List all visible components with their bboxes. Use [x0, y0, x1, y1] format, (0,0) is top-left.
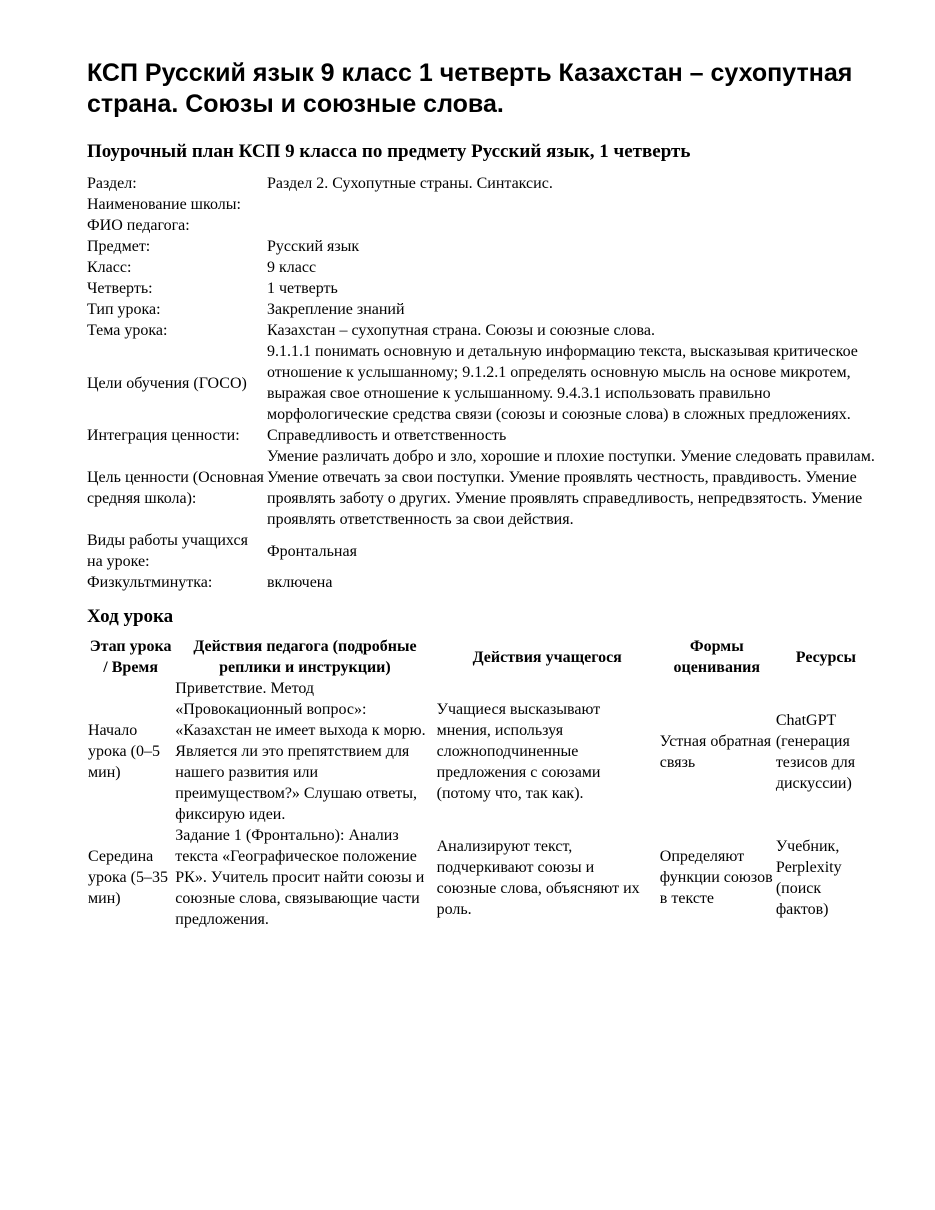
cell-resources: ChatGPT (генерация тезисов для дискуссии)	[775, 711, 856, 792]
lesson-info-table	[87, 173, 887, 593]
table-row	[87, 678, 877, 825]
info-label: Цель ценности (Основная средняя школа):	[87, 469, 264, 507]
info-label: Физкультминутка:	[87, 574, 213, 591]
course-header-row	[87, 636, 877, 678]
info-label: Тип урока:	[87, 301, 161, 318]
info-value: Русский язык	[267, 238, 360, 255]
info-value: Фронтальная	[267, 542, 357, 560]
info-row	[87, 173, 887, 194]
info-row	[87, 341, 887, 425]
info-row	[87, 278, 887, 299]
info-row	[87, 530, 887, 572]
document-title: КСП Русский язык 9 класс 1 четверть Казахстан – сухопутная страна. Союзы и союзные слова.	[87, 59, 853, 118]
info-row	[87, 236, 887, 257]
cell-teacher: Задание 1 (Фронтально): Анализ текста «Географическое положение РК». Учитель просит найти союзы и союзные слова, связывающие части предложения.	[175, 827, 425, 928]
plan-subtitle: Поурочный план КСП 9 класса по предмету Русский язык, 1 четверть	[87, 141, 691, 162]
info-value	[267, 215, 887, 236]
info-row	[87, 572, 887, 593]
course-heading: Ход урока	[87, 606, 174, 627]
cell-assessment: Определяют функции союзов в тексте	[659, 848, 773, 907]
info-label: Виды работы учащихся на уроке:	[87, 532, 248, 570]
cell-teacher: Приветствие. Метод «Провокационный вопрос»: «Казахстан не имеет выхода к морю. Является ли это препятствием для нашего развития или преимуществом?» Слушаю ответы, фиксирую идеи.	[175, 680, 426, 823]
info-value: Раздел 2. Сухопутные страны. Синтаксис.	[267, 175, 553, 192]
info-row	[87, 320, 887, 341]
info-label: Четверть:	[87, 280, 153, 297]
header-teacher: Действия педагога (подробные реплики и инструкции)	[193, 638, 417, 676]
cell-resources: Учебник, Perplexity (поиск фактов)	[775, 837, 842, 918]
info-label: Цели обучения (ГОСО)	[87, 374, 247, 392]
info-label: Класс:	[87, 259, 132, 276]
header-stage: Этап урока / Время	[89, 638, 172, 676]
info-row	[87, 215, 887, 236]
info-label: ФИО педагога:	[87, 217, 190, 234]
course-table	[87, 636, 877, 930]
info-row	[87, 446, 887, 530]
document-page	[87, 58, 887, 930]
cell-student: Анализируют текст, подчеркивают союзы и союзные слова, объясняют их роль.	[436, 837, 640, 918]
info-label: Раздел:	[87, 175, 137, 192]
info-value: включена	[267, 574, 333, 591]
info-row	[87, 425, 887, 446]
info-row	[87, 194, 887, 215]
info-label: Наименование школы:	[87, 196, 241, 213]
cell-student: Учащиеся высказывают мнения, используя сложноподчиненные предложения с союзами (потому что, так как).	[436, 701, 601, 802]
info-value	[267, 194, 887, 215]
info-value: Закрепление знаний	[267, 301, 405, 318]
info-label: Интеграция ценности:	[87, 427, 240, 444]
info-value: 9.1.1.1 понимать основную и детальную информацию текста, высказывая критическое отношение к услышанному; 9.1.2.1 определять основную мысль на основе микротем, выражая свое отношение к услышанному. 9.4.3.1 использовать правильно морфологические средства связи (союзы и союзные слова) в сложных предложениях.	[267, 343, 858, 423]
cell-stage: Начало урока (0–5 мин)	[88, 722, 160, 781]
header-assessment: Формы оценивания	[673, 638, 761, 676]
table-row	[87, 825, 877, 930]
info-row	[87, 257, 887, 278]
info-value: Казахстан – сухопутная страна. Союзы и союзные слова.	[267, 322, 655, 339]
info-value: Справедливость и ответственность	[267, 427, 507, 444]
cell-assessment: Устная обратная связь	[659, 732, 772, 771]
info-value: Умение различать добро и зло, хорошие и плохие поступки. Умение следовать правилам. Умение отвечать за свои поступки. Умение проявлять честность, правдивость. Умение проявлять заботу о других. Умение проявлять справедливость, непредвзятость. Умение проявлять ответственность за свои действия.	[267, 448, 875, 528]
info-value: 9 класс	[267, 259, 317, 276]
info-value: 1 четверть	[267, 280, 338, 297]
info-label: Тема урока:	[87, 322, 168, 339]
info-row	[87, 299, 887, 320]
cell-stage: Середина урока (5–35 мин)	[88, 848, 168, 907]
header-student: Действия учащегося	[472, 648, 622, 666]
header-resources: Ресурсы	[795, 648, 857, 666]
info-label: Предмет:	[87, 238, 151, 255]
